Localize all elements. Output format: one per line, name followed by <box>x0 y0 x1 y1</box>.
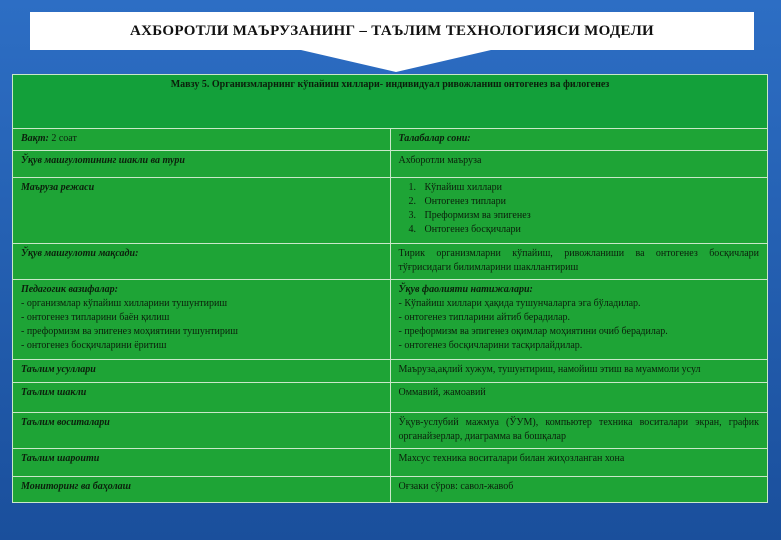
table-row <box>13 477 768 503</box>
conditions-label: Таълим шароити <box>13 449 391 477</box>
methods-value: Маъруза,ақлий хужум, тушунтириш, намойиш этиш ва муаммоли усул <box>390 360 768 383</box>
list-item: 2. Онтогенез типлари <box>419 195 760 209</box>
list-item: - онтогенез типларини айтиб берадилар. <box>398 312 571 323</box>
list-item: - организмлар кўпайиш хилларини тушунтириш <box>21 298 228 309</box>
table-row <box>13 280 768 360</box>
list-item: - онтогенез босқичларини тасқирлайдилар. <box>398 340 583 351</box>
table-row <box>13 383 768 413</box>
banner-title: АХБОРОТЛИ МАЪРУЗАНИНГ – ТАЪЛИМ ТЕХНОЛОГИЯСИ МОДЕЛИ <box>129 22 655 39</box>
list-item: - онтогенез босқичларини ёритиш <box>21 340 167 351</box>
list-item: - преформизм ва эпигенез оқимлар моҳиятини очиб берадилар. <box>398 326 668 337</box>
results-cell <box>390 280 768 360</box>
time-label: Вақт: <box>21 133 49 144</box>
conditions-value: Махсус техника воситалари билан жиҳозланган хона <box>390 449 768 477</box>
table-row <box>13 129 768 151</box>
list-item: 1. Кўпайиш хиллари <box>419 181 760 195</box>
goal-label: Ўқув машғулоти мақсади: <box>13 244 391 280</box>
students-count-label: Талабалар сони: <box>390 129 768 151</box>
plan-list <box>399 181 760 237</box>
table-row <box>13 75 768 129</box>
plan-label: Маъруза режаси <box>13 178 391 244</box>
banner <box>30 12 754 50</box>
tools-label: Таълим воситалари <box>13 413 391 449</box>
monitoring-label: Мониторинг ва баҳолаш <box>13 477 391 503</box>
list-item: - Кўпайиш хиллари ҳақида тушунчаларга эга бўладилар. <box>398 298 641 309</box>
banner-arrow <box>301 50 491 72</box>
tools-value: Ўқув-услубий мажмуа (ЎУМ), компьютер техника воситалари экран, график органайзерлар, диаграмма ва бошқалар <box>390 413 768 449</box>
form-value: Оммавий, жамоавий <box>390 383 768 413</box>
table-row <box>13 413 768 449</box>
table-row <box>13 151 768 178</box>
lecture-model-table <box>12 74 768 503</box>
monitoring-value: Оғзаки сўров: савол-жавоб <box>390 477 768 503</box>
results-list <box>399 297 760 353</box>
table-row <box>13 360 768 383</box>
table-row <box>13 178 768 244</box>
tasks-cell <box>13 280 391 360</box>
tasks-label: Педагогик вазифалар: <box>21 284 118 295</box>
time-value: 2 соат <box>51 133 77 144</box>
list-item: - онтогенез типларини баён қилиш <box>21 312 170 323</box>
plan-cell <box>390 178 768 244</box>
table-row <box>13 449 768 477</box>
results-label: Ўқув фаолияти натижалари: <box>398 284 533 295</box>
methods-label: Таълим усуллари <box>13 360 391 383</box>
form-label: Таълим шакли <box>13 383 391 413</box>
topic-title: Мавзу 5. Организмларнинг кўпайиш хиллари- индивидуал ривожланиш онтогенез ва филогенез <box>13 75 768 129</box>
type-label: Ўқув машғулотининг шакли ва тури <box>13 151 391 178</box>
tasks-list <box>21 297 382 353</box>
goal-value: Тирик организмларни кўпайиш, ривожланиши ва онтогенез босқичлари тўғрисидаги билимларини шакллантириш <box>390 244 768 280</box>
table-row <box>13 244 768 280</box>
list-item: - преформизм ва эпигенез моҳиятини тушунтириш <box>21 326 238 337</box>
list-item: 3. Преформизм ва эпигенез <box>419 209 760 223</box>
type-value: Ахборотли маъруза <box>390 151 768 178</box>
list-item: 4. Онтогенез босқичлари <box>419 223 760 237</box>
time-cell <box>13 129 391 151</box>
